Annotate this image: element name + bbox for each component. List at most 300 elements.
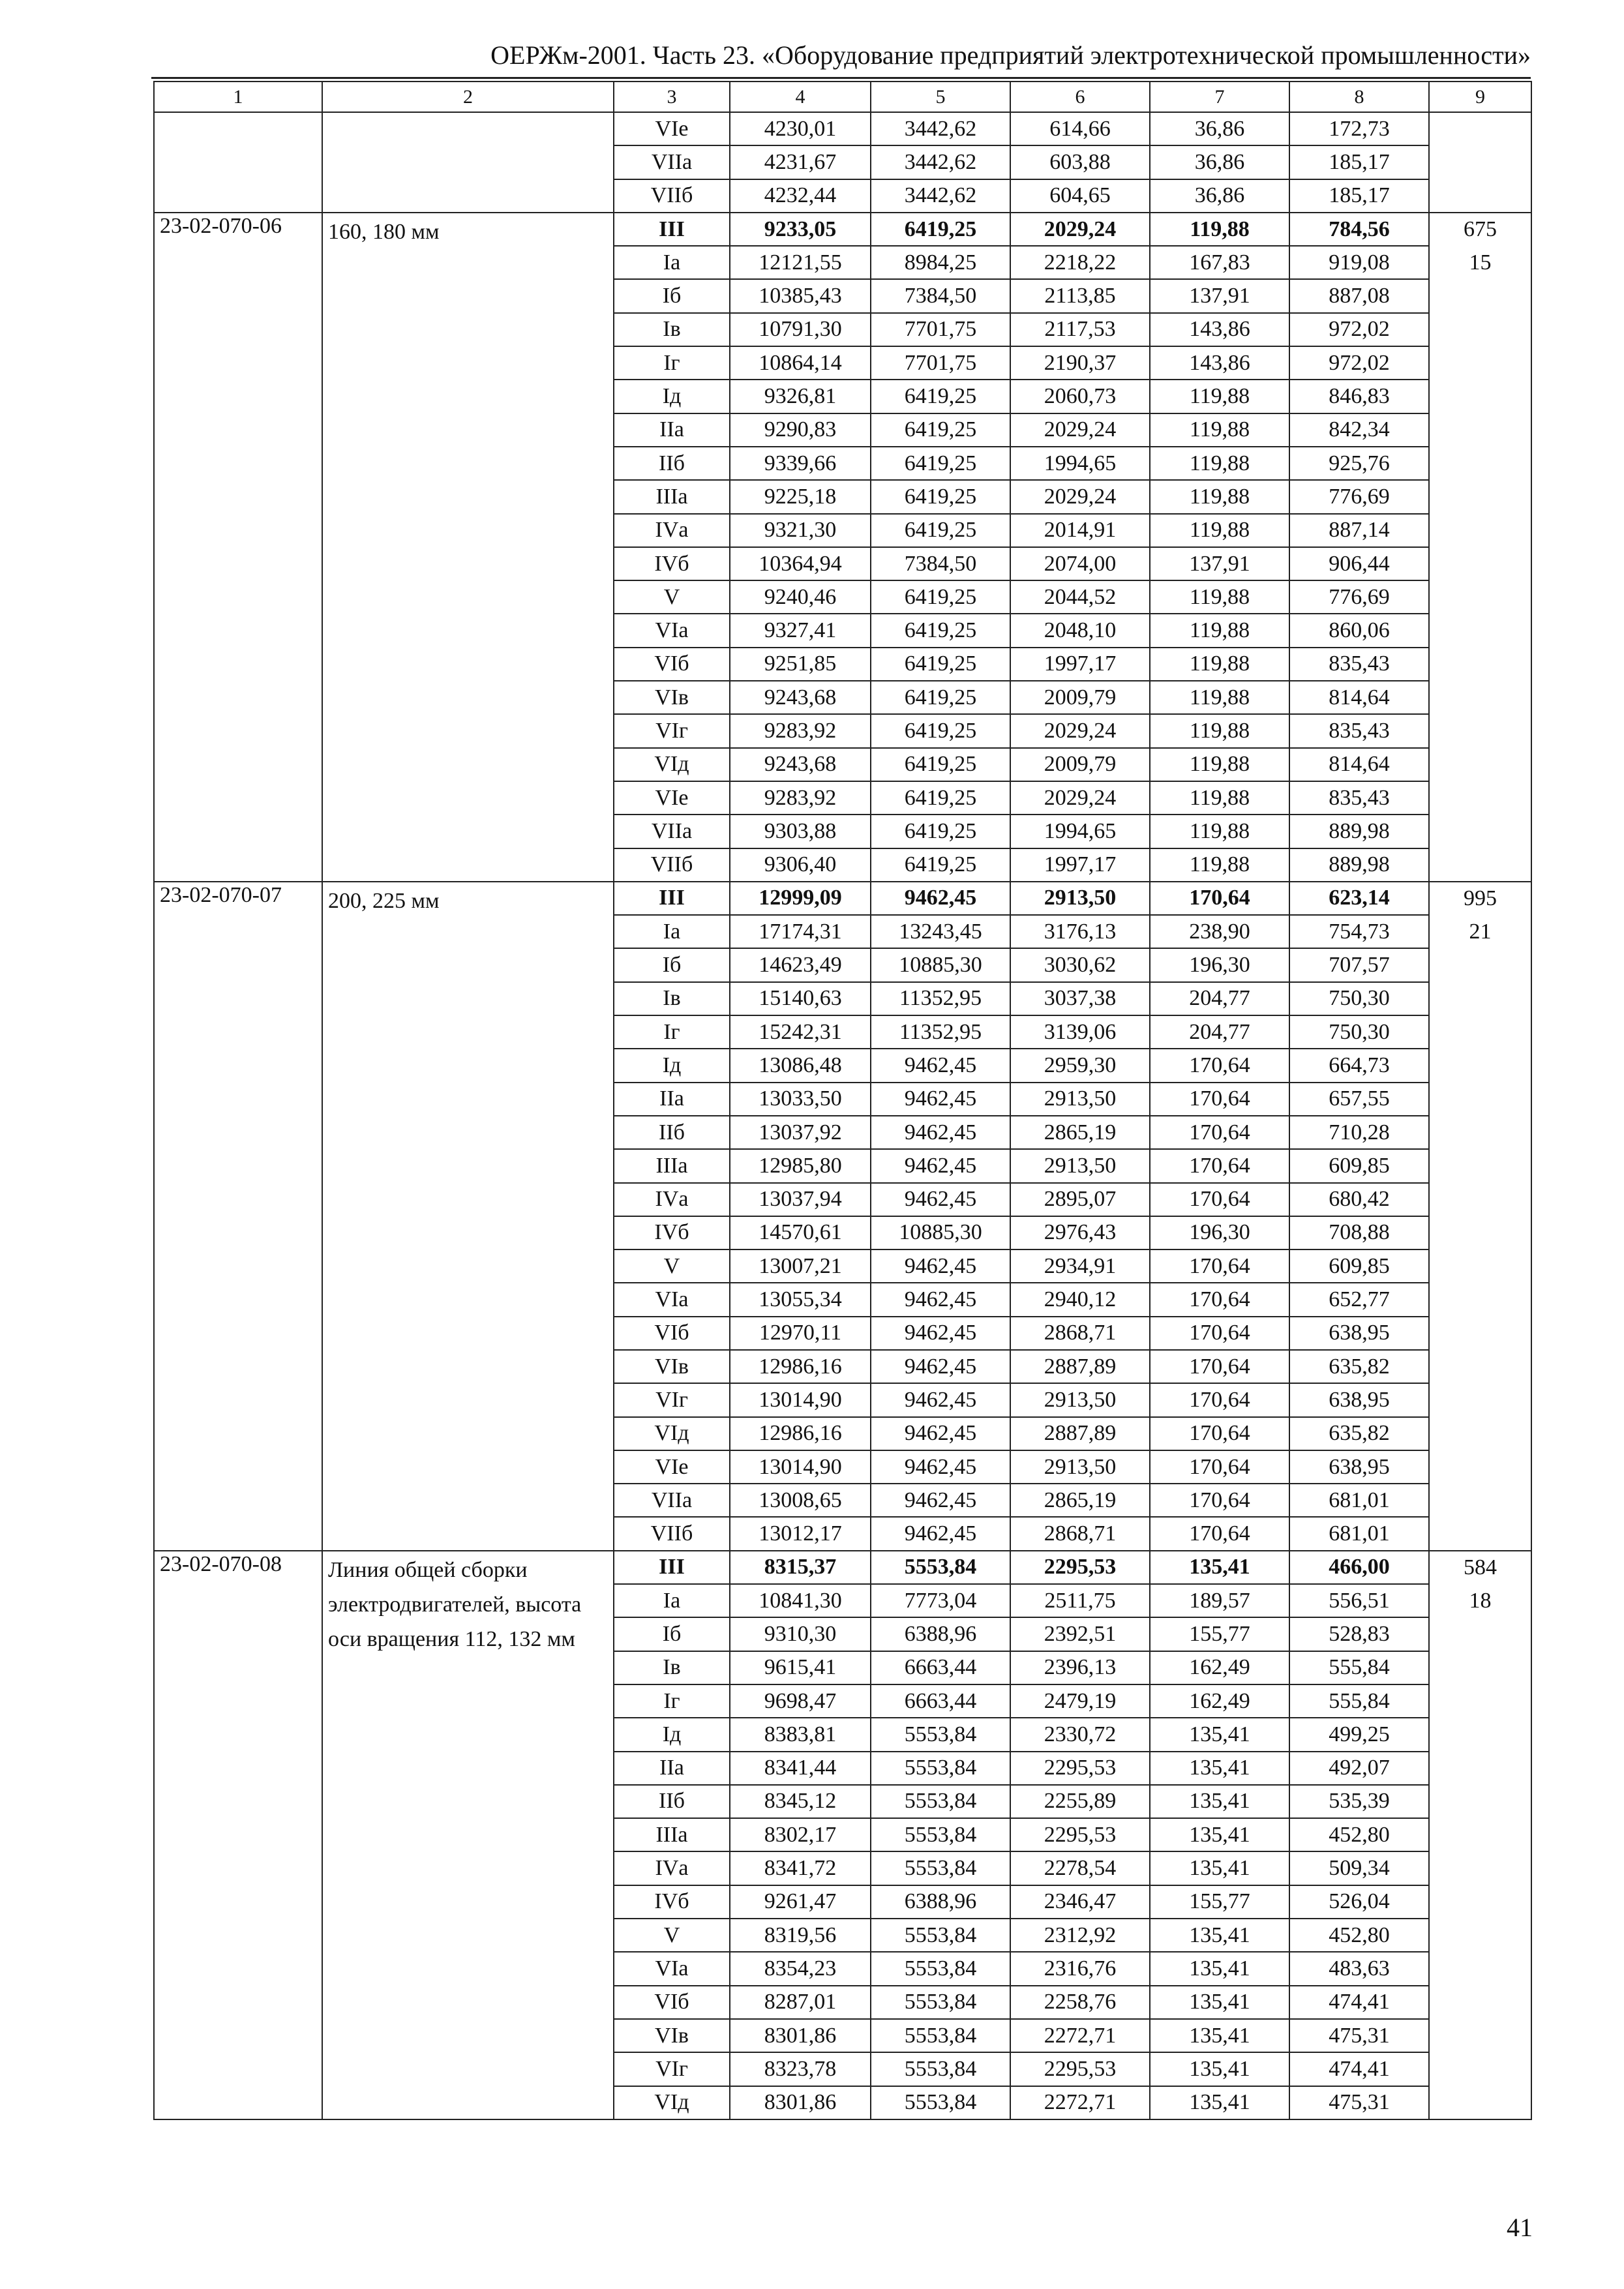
- row-value-col7: 196,30: [1150, 1216, 1289, 1249]
- row-value-col8: 475,31: [1289, 2019, 1429, 2052]
- row-name: 160, 180 мм: [322, 213, 614, 882]
- row-value-col6: 1994,65: [1010, 447, 1150, 480]
- row-value-col4: 8287,01: [730, 1986, 871, 2019]
- row-col9: [1429, 648, 1531, 681]
- row-value-col6: 2865,19: [1010, 1116, 1150, 1149]
- row-value-col4: 13014,90: [730, 1450, 871, 1484]
- row-category: IIа: [614, 1083, 730, 1116]
- row-code: [154, 1752, 322, 1785]
- row-code: 23-02-070-06: [154, 213, 322, 246]
- row-value-col8: 906,44: [1289, 547, 1429, 580]
- row-category: V: [614, 1919, 730, 1952]
- row-category: VIд: [614, 1417, 730, 1450]
- row-col9: [1429, 1986, 1531, 2019]
- row-value-col6: 2396,13: [1010, 1651, 1150, 1684]
- row-col9: [1429, 614, 1531, 647]
- row-value-col7: 170,64: [1150, 1350, 1289, 1383]
- row-value-col7: 170,64: [1150, 1249, 1289, 1283]
- row-code: [154, 547, 322, 580]
- row-value-col6: 3139,06: [1010, 1015, 1150, 1049]
- row-col9: [1429, 1249, 1531, 1283]
- row-value-col8: 638,95: [1289, 1383, 1429, 1416]
- row-value-col8: 475,31: [1289, 2086, 1429, 2119]
- row-value-col7: 170,64: [1150, 1317, 1289, 1350]
- row-value-col7: 170,64: [1150, 1417, 1289, 1450]
- row-value-col6: 2014,91: [1010, 514, 1150, 547]
- row-value-col8: 972,02: [1289, 346, 1429, 380]
- row-value-col7: 135,41: [1150, 1919, 1289, 1952]
- row-value-col4: 8341,72: [730, 1851, 871, 1885]
- row-value-col6: 2029,24: [1010, 714, 1150, 747]
- row-category: VIIб: [614, 179, 730, 213]
- row-value-col7: 135,41: [1150, 1551, 1289, 1584]
- row-value-col6: 614,66: [1010, 112, 1150, 145]
- row-value-col5: 6388,96: [871, 1617, 1010, 1651]
- row-value-col7: 170,64: [1150, 1149, 1289, 1182]
- row-value-col6: 604,65: [1010, 179, 1150, 213]
- row-value-col5: 6419,25: [871, 580, 1010, 614]
- row-code: [154, 112, 322, 145]
- row-code: [154, 1049, 322, 1082]
- row-value-col5: 5553,84: [871, 2086, 1010, 2119]
- row-category: IIб: [614, 447, 730, 480]
- row-category: Iг: [614, 1684, 730, 1718]
- row-value-col5: 5553,84: [871, 2052, 1010, 2086]
- row-value-col7: 204,77: [1150, 982, 1289, 1015]
- row-value-col4: 10864,14: [730, 346, 871, 380]
- row-value-col8: 750,30: [1289, 1015, 1429, 1049]
- row-value-col4: 14570,61: [730, 1216, 871, 1249]
- row-col9: [1429, 948, 1531, 981]
- row-value-col5: 9462,45: [871, 1049, 1010, 1082]
- row-col9: [1429, 1484, 1531, 1517]
- row-code: [154, 848, 322, 882]
- table-row: [154, 213, 1531, 246]
- row-value-col5: 9462,45: [871, 1383, 1010, 1416]
- row-value-col6: 2295,53: [1010, 1551, 1150, 1584]
- row-code: [154, 1986, 322, 2019]
- row-value-col8: 185,17: [1289, 179, 1429, 213]
- row-col9: [1429, 1919, 1531, 1952]
- row-value-col8: 887,08: [1289, 279, 1429, 312]
- row-code: [154, 1149, 322, 1182]
- column-number-7: 7: [1150, 82, 1289, 112]
- row-value-col8: 972,02: [1289, 313, 1429, 346]
- row-value-col4: 13086,48: [730, 1049, 871, 1082]
- row-value-col7: 155,77: [1150, 1885, 1289, 1919]
- row-col9: [1429, 447, 1531, 480]
- column-number-1: 1: [154, 82, 322, 112]
- row-value-col8: 623,14: [1289, 882, 1429, 915]
- row-col9: [1429, 848, 1531, 882]
- row-value-col6: 2346,47: [1010, 1885, 1150, 1919]
- row-value-col6: 1997,17: [1010, 648, 1150, 681]
- row-value-col7: 36,86: [1150, 179, 1289, 213]
- row-value-col5: 9462,45: [871, 1350, 1010, 1383]
- row-code: [154, 748, 322, 781]
- row-category: Iд: [614, 1049, 730, 1082]
- row-value-col8: 680,42: [1289, 1183, 1429, 1216]
- row-value-col5: 7701,75: [871, 313, 1010, 346]
- row-value-col7: 135,41: [1150, 1952, 1289, 1985]
- row-value-col4: 10841,30: [730, 1584, 871, 1617]
- row-value-col5: 11352,95: [871, 1015, 1010, 1049]
- row-value-col6: 2295,53: [1010, 1818, 1150, 1851]
- row-value-col8: 887,14: [1289, 514, 1429, 547]
- row-value-col6: 2044,52: [1010, 580, 1150, 614]
- row-value-col6: 2868,71: [1010, 1517, 1150, 1550]
- row-col9: [1429, 380, 1531, 413]
- row-value-col4: 13055,34: [730, 1283, 871, 1316]
- row-col9: 21: [1429, 915, 1531, 948]
- row-category: VIIб: [614, 848, 730, 882]
- row-value-col6: 2029,24: [1010, 480, 1150, 513]
- row-code: [154, 1818, 322, 1851]
- row-value-col4: 15140,63: [730, 982, 871, 1015]
- row-value-col7: 170,64: [1150, 1049, 1289, 1082]
- row-value-col8: 784,56: [1289, 213, 1429, 246]
- row-value-col4: 13033,50: [730, 1083, 871, 1116]
- row-value-col4: 13012,17: [730, 1517, 871, 1550]
- row-category: Iд: [614, 1718, 730, 1751]
- row-col9: [1429, 346, 1531, 380]
- row-value-col4: 8323,78: [730, 2052, 871, 2086]
- row-value-col5: 5553,84: [871, 1785, 1010, 1818]
- row-value-col7: 135,41: [1150, 1752, 1289, 1785]
- row-col9: [1429, 145, 1531, 179]
- row-value-col8: 526,04: [1289, 1885, 1429, 1919]
- row-value-col6: 2913,50: [1010, 1149, 1150, 1182]
- row-code: [154, 648, 322, 681]
- row-code: [154, 279, 322, 312]
- row-value-col8: 776,69: [1289, 580, 1429, 614]
- row-value-col7: 119,88: [1150, 648, 1289, 681]
- row-category: VIв: [614, 2019, 730, 2052]
- row-value-col6: 2029,24: [1010, 413, 1150, 447]
- row-value-col6: 2913,50: [1010, 1383, 1150, 1416]
- row-col9: [1429, 1818, 1531, 1851]
- row-value-col8: 710,28: [1289, 1116, 1429, 1149]
- row-code: [154, 1684, 322, 1718]
- row-value-col5: 9462,45: [871, 1283, 1010, 1316]
- table-row: [154, 1551, 1531, 1584]
- row-code: [154, 1851, 322, 1885]
- row-value-col5: 6419,25: [871, 447, 1010, 480]
- row-value-col4: 9283,92: [730, 781, 871, 815]
- row-code: [154, 179, 322, 213]
- row-col9: [1429, 1952, 1531, 1985]
- row-value-col4: 8301,86: [730, 2019, 871, 2052]
- row-value-col8: 835,43: [1289, 714, 1429, 747]
- row-category: VIIа: [614, 815, 730, 848]
- row-value-col8: 919,08: [1289, 246, 1429, 279]
- row-col9: [1429, 413, 1531, 447]
- row-value-col8: 452,80: [1289, 1919, 1429, 1952]
- row-value-col8: 814,64: [1289, 681, 1429, 714]
- row-value-col8: 555,84: [1289, 1651, 1429, 1684]
- row-value-col5: 6419,25: [871, 648, 1010, 681]
- row-col9: [1429, 1684, 1531, 1718]
- row-category: Iг: [614, 346, 730, 380]
- row-code: [154, 982, 322, 1015]
- row-value-col4: 9327,41: [730, 614, 871, 647]
- row-category: VIа: [614, 1283, 730, 1316]
- row-value-col6: 1997,17: [1010, 848, 1150, 882]
- row-code: [154, 313, 322, 346]
- row-value-col8: 846,83: [1289, 380, 1429, 413]
- row-name: Линия общей сборки электродвигателей, высота оси вращения 112, 132 мм: [322, 1551, 614, 2119]
- row-value-col4: 8315,37: [730, 1551, 871, 1584]
- row-col9: [1429, 1517, 1531, 1550]
- row-value-col4: 9306,40: [730, 848, 871, 882]
- row-col9: [1429, 2019, 1531, 2052]
- row-value-col6: 603,88: [1010, 145, 1150, 179]
- row-value-col4: 9283,92: [730, 714, 871, 747]
- row-value-col5: 6388,96: [871, 1885, 1010, 1919]
- row-value-col5: 6419,25: [871, 614, 1010, 647]
- row-value-col6: 2272,71: [1010, 2019, 1150, 2052]
- row-value-col8: 499,25: [1289, 1718, 1429, 1751]
- row-code: [154, 2052, 322, 2086]
- row-value-col5: 9462,45: [871, 1083, 1010, 1116]
- row-code: [154, 1919, 322, 1952]
- row-value-col6: 2868,71: [1010, 1317, 1150, 1350]
- row-value-col8: 754,73: [1289, 915, 1429, 948]
- row-category: VIа: [614, 614, 730, 647]
- row-value-col5: 8984,25: [871, 246, 1010, 279]
- row-value-col7: 170,64: [1150, 882, 1289, 915]
- row-value-col8: 776,69: [1289, 480, 1429, 513]
- column-number-9: 9: [1429, 82, 1531, 112]
- row-value-col7: 170,64: [1150, 1283, 1289, 1316]
- row-value-col4: 10791,30: [730, 313, 871, 346]
- row-value-col7: 143,86: [1150, 313, 1289, 346]
- row-value-col8: 555,84: [1289, 1684, 1429, 1718]
- row-value-col4: 9326,81: [730, 380, 871, 413]
- row-category: VIб: [614, 1986, 730, 2019]
- row-category: Iб: [614, 948, 730, 981]
- row-value-col7: 119,88: [1150, 781, 1289, 815]
- row-col9: [1429, 781, 1531, 815]
- row-code: [154, 1283, 322, 1316]
- row-code: [154, 714, 322, 747]
- row-value-col8: 750,30: [1289, 982, 1429, 1015]
- row-value-col7: 137,91: [1150, 279, 1289, 312]
- row-value-col7: 135,41: [1150, 1818, 1289, 1851]
- row-category: IVа: [614, 514, 730, 547]
- row-value-col4: 12986,16: [730, 1417, 871, 1450]
- row-code: [154, 1417, 322, 1450]
- row-code: 23-02-070-07: [154, 882, 322, 915]
- row-value-col4: 8354,23: [730, 1952, 871, 1985]
- row-value-col7: 143,86: [1150, 346, 1289, 380]
- row-code: [154, 514, 322, 547]
- row-col9: 675: [1429, 213, 1531, 246]
- row-value-col6: 2959,30: [1010, 1049, 1150, 1082]
- row-code: [154, 1083, 322, 1116]
- row-value-col7: 119,88: [1150, 714, 1289, 747]
- row-col9: [1429, 1851, 1531, 1885]
- row-value-col6: 3037,38: [1010, 982, 1150, 1015]
- row-category: VIIа: [614, 1484, 730, 1517]
- row-value-col6: 2113,85: [1010, 279, 1150, 312]
- row-value-col7: 170,64: [1150, 1083, 1289, 1116]
- row-code: [154, 1718, 322, 1751]
- row-value-col5: 5553,84: [871, 1919, 1010, 1952]
- row-value-col6: 2048,10: [1010, 614, 1150, 647]
- row-value-col5: 5553,84: [871, 2019, 1010, 2052]
- row-value-col7: 135,41: [1150, 1718, 1289, 1751]
- column-number-3: 3: [614, 82, 730, 112]
- row-value-col8: 528,83: [1289, 1617, 1429, 1651]
- row-value-col6: 2913,50: [1010, 1450, 1150, 1484]
- row-value-col8: 664,73: [1289, 1049, 1429, 1082]
- row-code: [154, 480, 322, 513]
- row-value-col6: 2913,50: [1010, 1083, 1150, 1116]
- row-value-col4: 9290,83: [730, 413, 871, 447]
- row-value-col8: 483,63: [1289, 1952, 1429, 1985]
- row-value-col6: 2009,79: [1010, 681, 1150, 714]
- row-value-col5: 5553,84: [871, 1551, 1010, 1584]
- row-category: VIг: [614, 2052, 730, 2086]
- row-value-col7: 196,30: [1150, 948, 1289, 981]
- row-value-col8: 474,41: [1289, 1986, 1429, 2019]
- row-value-col8: 172,73: [1289, 112, 1429, 145]
- row-value-col5: 9462,45: [871, 1417, 1010, 1450]
- row-value-col7: 135,41: [1150, 1851, 1289, 1885]
- row-value-col4: 9310,30: [730, 1617, 871, 1651]
- row-value-col5: 10885,30: [871, 948, 1010, 981]
- row-col9: [1429, 2086, 1531, 2119]
- row-code: 23-02-070-08: [154, 1551, 322, 1584]
- row-category: III: [614, 213, 730, 246]
- row-col9: [1429, 1216, 1531, 1249]
- row-value-col7: 170,64: [1150, 1383, 1289, 1416]
- row-value-col6: 2272,71: [1010, 2086, 1150, 2119]
- row-category: III: [614, 882, 730, 915]
- row-category: IIIа: [614, 480, 730, 513]
- row-value-col5: 5553,84: [871, 1986, 1010, 2019]
- row-category: VIв: [614, 1350, 730, 1383]
- row-value-col4: 4230,01: [730, 112, 871, 145]
- row-value-col4: 8341,44: [730, 1752, 871, 1785]
- row-value-col8: 535,39: [1289, 1785, 1429, 1818]
- row-value-col8: 707,57: [1289, 948, 1429, 981]
- row-code: [154, 447, 322, 480]
- row-value-col8: 452,80: [1289, 1818, 1429, 1851]
- row-value-col8: 842,34: [1289, 413, 1429, 447]
- row-col9: [1429, 982, 1531, 1015]
- column-number-2: 2: [322, 82, 614, 112]
- row-value-col5: 9462,45: [871, 882, 1010, 915]
- row-value-col8: 835,43: [1289, 781, 1429, 815]
- row-value-col4: 4232,44: [730, 179, 871, 213]
- row-value-col7: 170,64: [1150, 1517, 1289, 1550]
- row-value-col7: 119,88: [1150, 614, 1289, 647]
- row-value-col4: 13007,21: [730, 1249, 871, 1283]
- row-col9: [1429, 1015, 1531, 1049]
- row-value-col8: 657,55: [1289, 1083, 1429, 1116]
- row-col9: [1429, 1283, 1531, 1316]
- row-value-col8: 474,41: [1289, 2052, 1429, 2086]
- row-value-col5: 10885,30: [871, 1216, 1010, 1249]
- row-category: VIе: [614, 1450, 730, 1484]
- row-category: IIIа: [614, 1818, 730, 1851]
- row-value-col4: 13037,94: [730, 1183, 871, 1216]
- row-code: [154, 815, 322, 848]
- row-value-col5: 5553,84: [871, 1818, 1010, 1851]
- row-code: [154, 781, 322, 815]
- row-code: [154, 1885, 322, 1919]
- row-col9: [1429, 179, 1531, 213]
- row-value-col5: 6663,44: [871, 1651, 1010, 1684]
- row-value-col7: 36,86: [1150, 145, 1289, 179]
- row-value-col7: 135,41: [1150, 2086, 1289, 2119]
- row-value-col5: 9462,45: [871, 1149, 1010, 1182]
- row-category: IVб: [614, 1216, 730, 1249]
- row-value-col6: 2258,76: [1010, 1986, 1150, 2019]
- row-value-col6: 2312,92: [1010, 1919, 1150, 1952]
- row-value-col6: 2895,07: [1010, 1183, 1150, 1216]
- row-value-col5: 5553,84: [871, 1752, 1010, 1785]
- row-value-col8: 492,07: [1289, 1752, 1429, 1785]
- row-value-col7: 162,49: [1150, 1684, 1289, 1718]
- row-category: VIд: [614, 2086, 730, 2119]
- row-value-col4: 9251,85: [730, 648, 871, 681]
- row-value-col5: 6419,25: [871, 514, 1010, 547]
- row-value-col4: 8345,12: [730, 1785, 871, 1818]
- row-value-col5: 6419,25: [871, 848, 1010, 882]
- row-value-col5: 7773,04: [871, 1584, 1010, 1617]
- row-value-col4: 13014,90: [730, 1383, 871, 1416]
- row-value-col5: 9462,45: [871, 1249, 1010, 1283]
- row-value-col5: 3442,62: [871, 145, 1010, 179]
- row-category: Iв: [614, 1651, 730, 1684]
- row-category: V: [614, 1249, 730, 1283]
- row-value-col7: 119,88: [1150, 848, 1289, 882]
- row-value-col4: 9243,68: [730, 748, 871, 781]
- row-value-col7: 204,77: [1150, 1015, 1289, 1049]
- row-value-col4: 4231,67: [730, 145, 871, 179]
- row-category: VIе: [614, 781, 730, 815]
- row-category: VIд: [614, 748, 730, 781]
- row-category: IIб: [614, 1785, 730, 1818]
- row-category: IIа: [614, 1752, 730, 1785]
- row-value-col7: 189,57: [1150, 1584, 1289, 1617]
- row-category: VIе: [614, 112, 730, 145]
- row-value-col6: 2278,54: [1010, 1851, 1150, 1885]
- row-category: VIб: [614, 648, 730, 681]
- row-value-col8: 925,76: [1289, 447, 1429, 480]
- row-col9: 584: [1429, 1551, 1531, 1584]
- row-value-col4: 9240,46: [730, 580, 871, 614]
- row-category: IIб: [614, 1116, 730, 1149]
- row-col9: [1429, 112, 1531, 145]
- row-col9: 18: [1429, 1584, 1531, 1617]
- row-col9: [1429, 815, 1531, 848]
- row-code: [154, 1015, 322, 1049]
- row-col9: [1429, 1383, 1531, 1416]
- row-value-col6: 2479,19: [1010, 1684, 1150, 1718]
- row-code: [154, 580, 322, 614]
- row-code: [154, 1952, 322, 1985]
- row-value-col8: 509,34: [1289, 1851, 1429, 1885]
- row-value-col4: 8319,56: [730, 1919, 871, 1952]
- row-code: [154, 1350, 322, 1383]
- row-value-col7: 135,41: [1150, 1986, 1289, 2019]
- row-value-col8: 635,82: [1289, 1417, 1429, 1450]
- row-code: [154, 1216, 322, 1249]
